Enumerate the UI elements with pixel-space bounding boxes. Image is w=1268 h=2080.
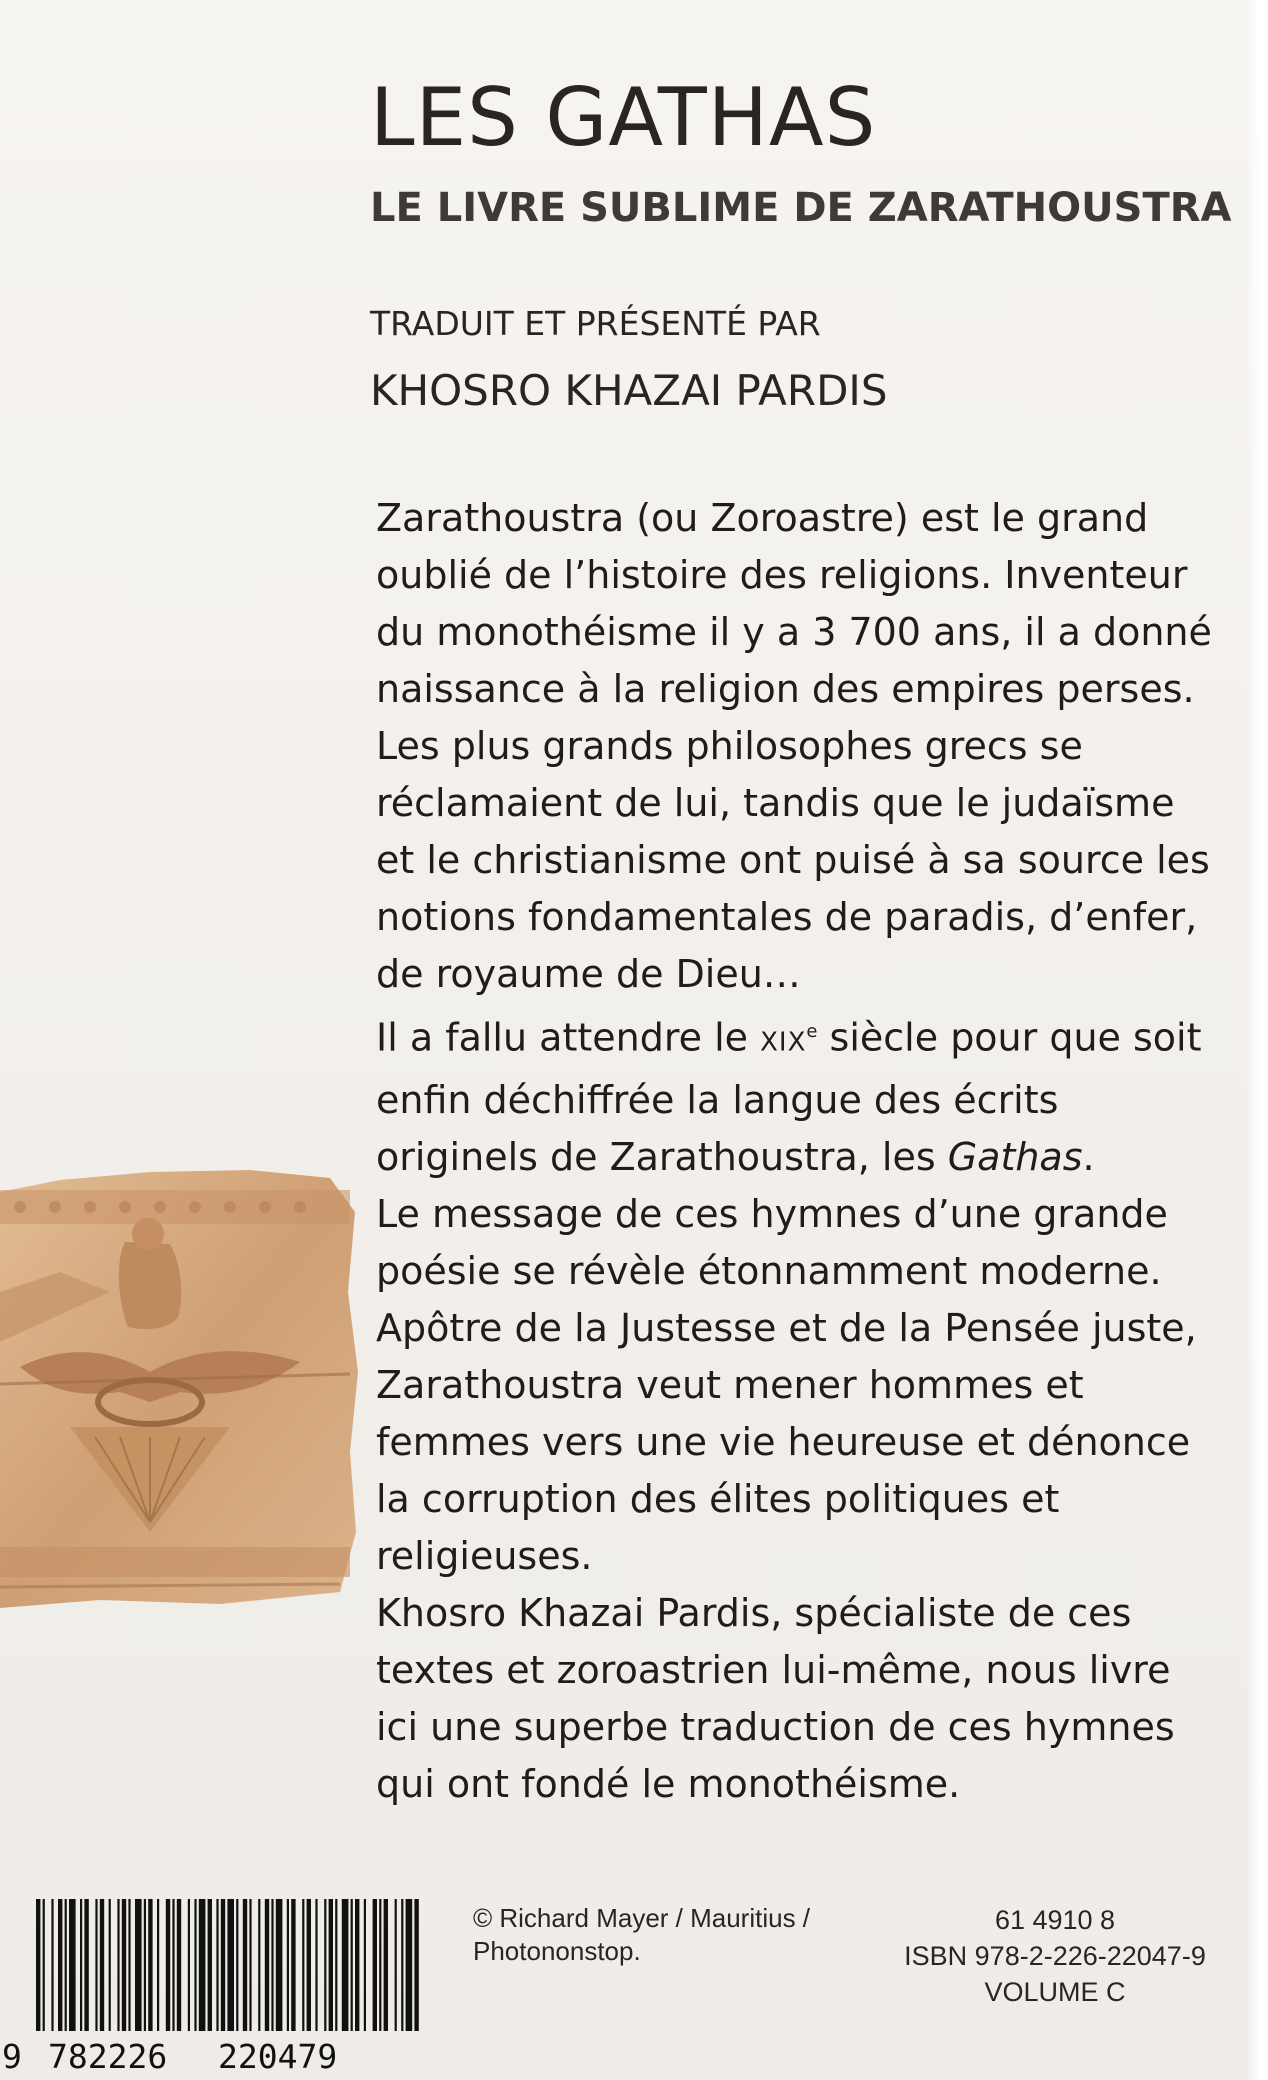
photo-credits xyxy=(473,1902,810,1968)
barcode-bar xyxy=(364,1899,366,2031)
barcode-bar xyxy=(329,1899,333,2031)
barcode-bar xyxy=(69,1899,76,2031)
barcode-first-digit: 9 xyxy=(2,2037,22,2076)
blurb-paragraph-6: Khosro Khazai Pardis, spécialiste de ces textes et zoroastrien lui-même, nous livre ici une superbe traduction de ces hymnes qui ont fondé le monothéisme. xyxy=(376,1590,1175,1806)
barcode-bar xyxy=(351,1899,353,2031)
barcode-bar xyxy=(302,1899,304,2031)
barcode-bar xyxy=(65,1899,67,2031)
book-subtitle: LE LIVRE SUBLIME DE ZARATHOUSTRA xyxy=(370,185,1232,231)
volume-label: VOLUME C xyxy=(984,1977,1126,2007)
faravahar-relief-image xyxy=(0,1152,362,1610)
barcode-bar xyxy=(135,1899,142,2031)
barcode-bar xyxy=(249,1899,251,2031)
barcode-bar xyxy=(100,1899,104,2031)
barcode-bar xyxy=(227,1899,234,2031)
barcode-bar xyxy=(373,1899,377,2031)
barcode-bar xyxy=(122,1899,126,2031)
translated-by-label: TRADUIT ET PRÉSENTÉ PAR xyxy=(370,304,821,343)
blurb-paragraph-1: Zarathoustra (ou Zoroastre) est le grand oublié de l’histoire des religions. Inventeur du monothéisme il y a 3 700 ans, il a donné naissance à la religion des empires perses. xyxy=(376,496,1212,711)
barcode-bar xyxy=(144,1899,146,2031)
barcode-bar xyxy=(166,1899,170,2031)
barcode-bar xyxy=(58,1899,62,2031)
barcode-left-group: 782226 xyxy=(48,2037,168,2076)
barcode-bar xyxy=(51,1899,53,2031)
page-edge xyxy=(1246,0,1268,2080)
barcode-bar xyxy=(355,1899,359,2031)
barcode-bar xyxy=(315,1899,317,2031)
barcode-bar xyxy=(194,1899,196,2031)
credit-line-2: Photononstop. xyxy=(473,1936,641,1966)
blurb-paragraph-2: Les plus grands philosophes grecs se réclamaient de lui, tandis que le judaïsme et le christianisme ont puisé à sa source les notions fondamentales de paradis, d’enfer, de royaume de Dieu… xyxy=(376,724,1210,996)
barcode-bar xyxy=(342,1899,349,2031)
barcode-bar xyxy=(221,1899,225,2031)
barcode-bar xyxy=(379,1899,381,2031)
credit-line-1: © Richard Mayer / Mauritius / xyxy=(473,1903,811,1933)
barcode-bar xyxy=(117,1899,119,2031)
barcode-bar xyxy=(80,1899,82,2031)
barcode-bar xyxy=(414,1899,418,2031)
barcode-bar xyxy=(395,1899,397,2031)
century-suffix: e xyxy=(806,1021,818,1042)
blurb-p3-middle: siècle pour que soit enfin déchiffrée la langue des écrits originels de Zarathoustra, les xyxy=(376,1015,1202,1179)
barcode-bar xyxy=(216,1899,218,2031)
barcode-bar xyxy=(271,1899,273,2031)
barcode-bar xyxy=(291,1899,295,2031)
blurb-paragraph-5: Apôtre de la Justesse et de la Pensée juste, Zarathoustra veut mener hommes et femmes vers une vie heureuse et dénonce la corruption des élites politiques et religieuses. xyxy=(376,1305,1197,1578)
publication-codes xyxy=(870,1902,1240,2010)
blurb-paragraph-4: Le message de ces hymnes d’une grande poésie se révèle étonnamment moderne. xyxy=(376,1191,1168,1293)
barcode-bar xyxy=(265,1899,269,2031)
blurb-p3-before: Il a fallu attendre le xyxy=(376,1015,761,1060)
barcode-bar xyxy=(287,1899,289,2031)
barcode-bar xyxy=(406,1899,413,2031)
barcode-bar xyxy=(109,1899,111,2031)
barcode-bar xyxy=(95,1899,97,2031)
barcode-bar xyxy=(43,1899,45,2031)
century-numeral: XIX xyxy=(760,1027,807,1058)
barcode-bar xyxy=(208,1899,212,2031)
barcode-bar xyxy=(157,1899,159,2031)
barcode-bar xyxy=(243,1899,247,2031)
barcode-bar xyxy=(128,1899,130,2031)
barcode-bar xyxy=(36,1899,40,2031)
gathas-italic: Gathas xyxy=(947,1134,1083,1179)
barcode-bar xyxy=(188,1899,190,2031)
barcode-bar xyxy=(384,1899,388,2031)
barcode-bar xyxy=(258,1899,260,2031)
barcode-bar xyxy=(177,1899,181,2031)
barcode-bar xyxy=(307,1899,311,2031)
barcode-bar xyxy=(276,1899,283,2031)
barcode-bar xyxy=(172,1899,174,2031)
barcode-bar xyxy=(335,1899,337,2031)
blurb-p3-after: . xyxy=(1082,1134,1095,1179)
isbn-number: ISBN 978-2-226-22047-9 xyxy=(904,1941,1206,1971)
translator-name: KHOSRO KHAZAI PARDIS xyxy=(370,366,888,415)
blurb-paragraph-3 xyxy=(376,1003,1216,1186)
barcode-bar xyxy=(84,1899,88,2031)
product-code: 61 4910 8 xyxy=(994,1905,1116,1935)
barcode-bar xyxy=(401,1899,403,2031)
barcode-bar xyxy=(236,1899,238,2031)
barcode-digits xyxy=(0,2037,425,2076)
barcode-bar xyxy=(148,1899,152,2031)
back-cover-blurb xyxy=(376,490,1216,1813)
barcode-right-group: 220479 xyxy=(218,2037,338,2076)
book-title: LES GATHAS xyxy=(370,71,877,164)
barcode-bar xyxy=(199,1899,206,2031)
barcode-bar xyxy=(324,1899,326,2031)
